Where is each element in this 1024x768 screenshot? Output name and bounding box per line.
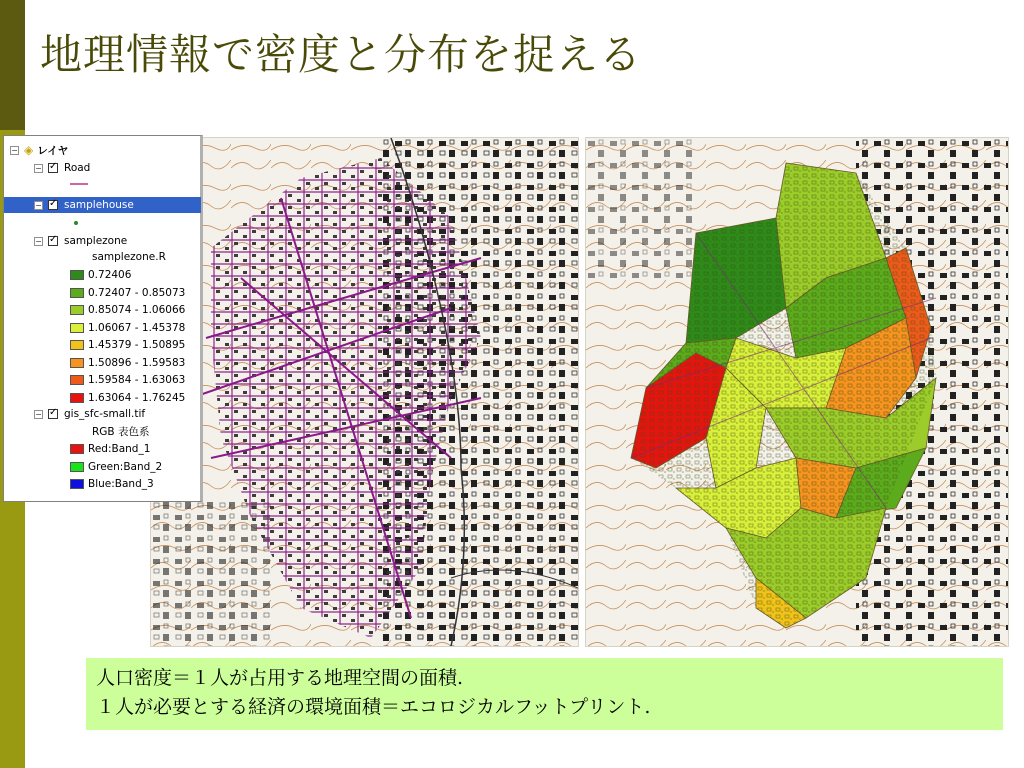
class-label: 0.72407 - 0.85073 <box>88 286 186 299</box>
class-row <box>70 390 185 406</box>
collapse-icon[interactable]: − <box>35 163 42 173</box>
layer-samplehouse-label: samplehouse <box>64 199 134 211</box>
layer-root[interactable] <box>10 142 68 158</box>
density-choropleth-map[interactable] <box>585 137 1009 647</box>
class-swatch <box>70 340 84 350</box>
band-label: Blue:Band_3 <box>88 478 154 490</box>
class-label: 1.45379 - 1.50895 <box>88 339 186 351</box>
class-swatch <box>70 358 84 368</box>
class-label: 1.63064 - 1.76245 <box>88 391 186 404</box>
density-choropleth-map-canvas <box>586 138 1008 646</box>
class-row <box>70 267 131 283</box>
road-line-symbol <box>70 176 88 192</box>
class-row <box>70 302 185 318</box>
class-row <box>70 285 185 301</box>
class-swatch <box>70 375 84 385</box>
class-row <box>70 337 185 353</box>
class-swatch <box>70 270 84 280</box>
samplezone-field <box>92 249 166 265</box>
point-symbol-icon <box>74 221 78 225</box>
slide-title: 地理情報で密度と分布を捉える <box>40 30 643 79</box>
class-swatch <box>70 393 84 403</box>
caption-line-1: 人口密度＝１人が占用する地理空間の面積. <box>96 667 464 689</box>
class-label: 0.72406 <box>88 269 132 281</box>
layer-samplezone-checkbox[interactable] <box>48 236 58 246</box>
band-swatch <box>70 462 84 472</box>
samplehouse-point-symbol <box>74 215 78 231</box>
raster-mode <box>92 423 149 439</box>
band-label: Red:Band_1 <box>88 443 151 455</box>
caption-line-2: １人が必要とする経済の環境面積＝エコロジカルフットプリント. <box>96 696 651 718</box>
road-network-map[interactable] <box>150 137 579 647</box>
layers-icon: ◈ <box>24 143 34 157</box>
class-swatch <box>70 305 84 315</box>
class-label: 1.50896 - 1.59583 <box>88 356 186 369</box>
layer-raster-checkbox[interactable] <box>48 409 58 419</box>
class-label: 1.59584 - 1.63063 <box>88 374 186 386</box>
layer-road-label: Road <box>64 162 91 174</box>
samplezone-field-label: samplezone.R <box>92 251 166 263</box>
layer-samplezone-label: samplezone <box>64 235 128 247</box>
collapse-icon[interactable]: − <box>11 145 18 155</box>
layer-panel[interactable] <box>3 135 203 502</box>
band-swatch <box>70 444 84 454</box>
class-swatch <box>70 288 84 298</box>
layer-raster[interactable] <box>34 406 145 422</box>
layer-samplehouse-checkbox[interactable] <box>48 200 58 210</box>
class-row <box>70 320 185 336</box>
line-symbol-icon <box>70 181 88 187</box>
slide-accent-bar-top <box>0 0 25 130</box>
collapse-icon[interactable]: − <box>35 409 42 419</box>
class-row <box>70 372 185 388</box>
layer-raster-label: gis_sfc-small.tif <box>64 408 146 420</box>
band-row <box>70 476 154 492</box>
collapse-icon[interactable]: − <box>35 236 42 246</box>
caption-box <box>86 658 1003 730</box>
road-network-map-canvas <box>151 138 578 646</box>
layer-samplehouse[interactable] <box>4 197 201 213</box>
class-label: 1.06067 - 1.45378 <box>88 321 186 334</box>
band-swatch <box>70 479 84 489</box>
layer-road-checkbox[interactable] <box>48 163 58 173</box>
band-label: Green:Band_2 <box>88 460 163 473</box>
layer-samplezone[interactable] <box>34 233 127 249</box>
layer-road[interactable] <box>34 160 90 176</box>
layer-root-label: レイヤ <box>37 144 69 157</box>
class-swatch <box>70 323 84 333</box>
band-row <box>70 459 162 475</box>
band-row <box>70 441 150 457</box>
class-label: 0.85074 - 1.06066 <box>88 304 186 316</box>
collapse-icon[interactable]: − <box>35 200 42 210</box>
class-row <box>70 355 185 371</box>
raster-mode-label: RGB 表色系 <box>92 425 150 438</box>
